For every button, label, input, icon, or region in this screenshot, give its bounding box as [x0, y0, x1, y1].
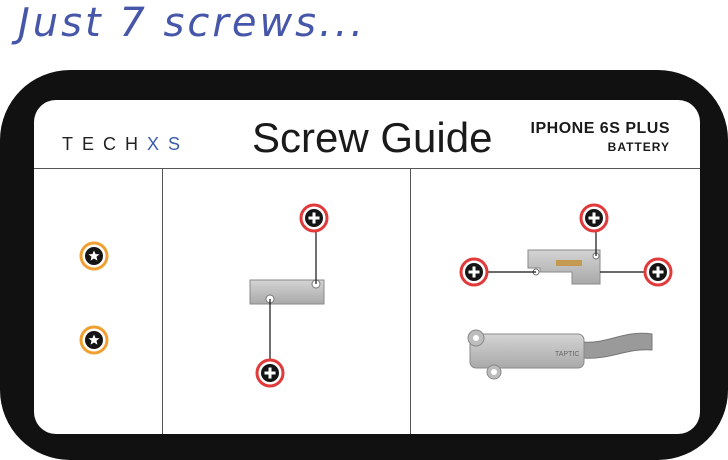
brand-logo: TECHXS: [62, 134, 190, 154]
battery-connector-bracket: [250, 280, 324, 304]
headline: Just 7 screws...: [18, 0, 367, 46]
taptic-engine: [468, 330, 652, 379]
phillips-screw-icon: [581, 205, 607, 231]
cable-bracket: [528, 250, 600, 284]
model-name: IPHONE 6S PLUS: [530, 120, 670, 137]
phillips-screw-icon: [257, 360, 283, 386]
phillips-screw-icon: [301, 205, 327, 231]
page-title: Screw Guide: [252, 114, 493, 161]
star-screw-icon: [81, 243, 107, 269]
component-name: BATTERY: [607, 140, 670, 154]
taptic-label: TAPTIC: [555, 351, 580, 358]
star-screw-icon: [81, 327, 107, 353]
phillips-screw-icon: [645, 259, 671, 285]
phillips-screw-icon: [461, 259, 487, 285]
